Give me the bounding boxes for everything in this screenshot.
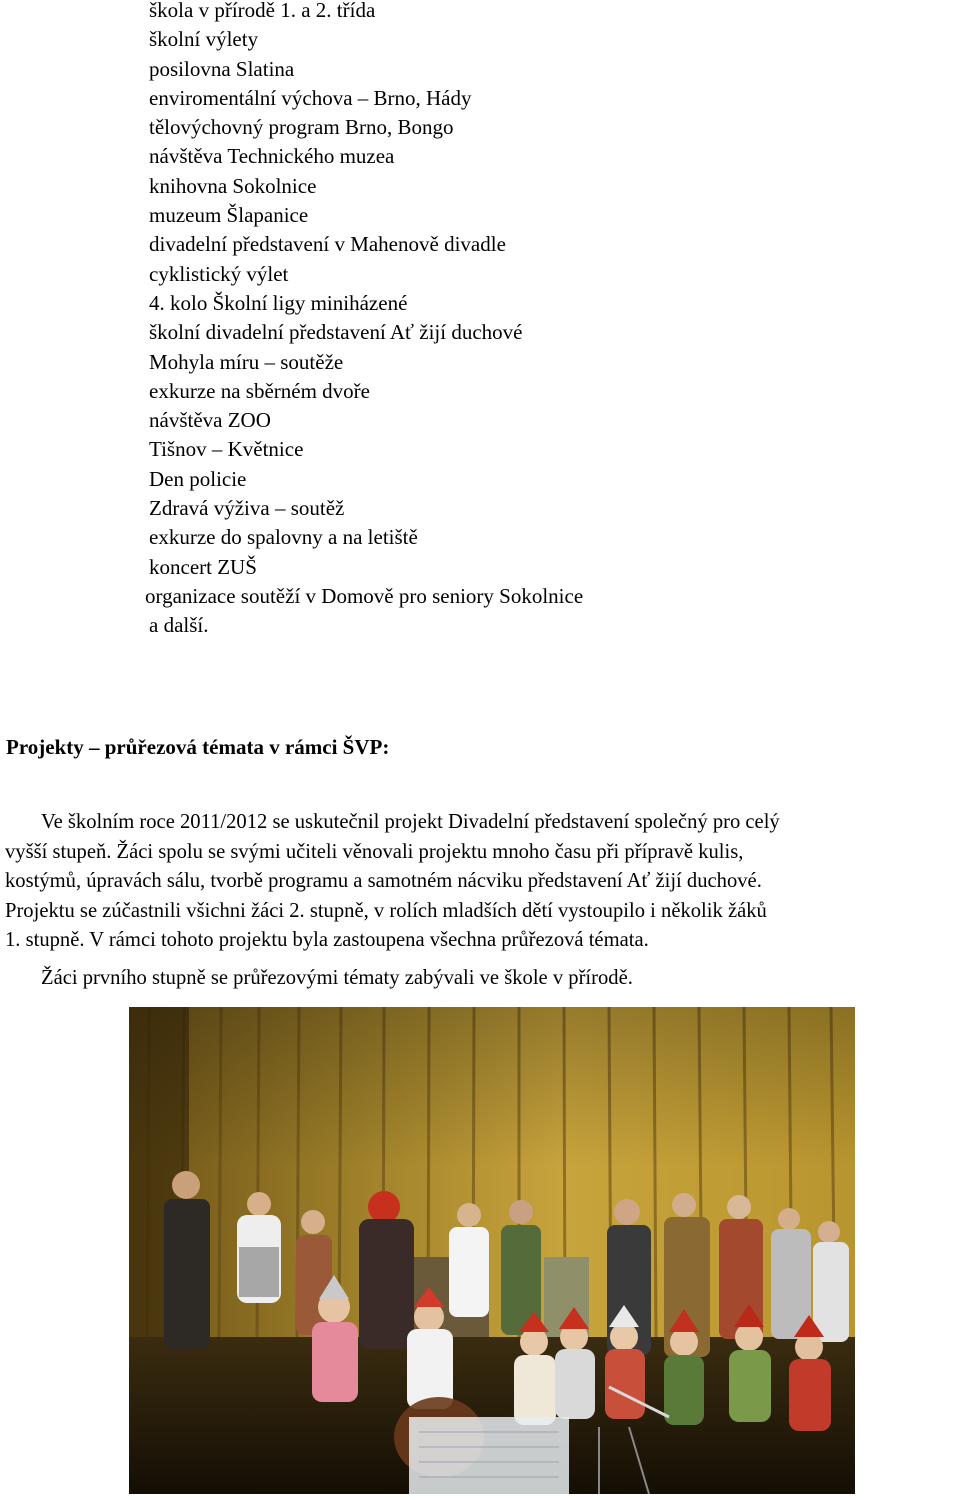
list-item: a další. bbox=[149, 613, 209, 638]
paragraph-line: Ve školním roce 2011/2012 se uskutečnil projekt Divadelní představení společný pro celý bbox=[41, 811, 780, 833]
list-item: organizace soutěží v Domově pro seniory Sokolnice bbox=[145, 583, 584, 608]
list-item: Tišnov – Květnice bbox=[149, 437, 304, 462]
paragraph-line: vyšší stupeň. Žáci spolu se svými učiteli věnovali projektu mnoho času při přípravě kulis, bbox=[5, 840, 744, 863]
list-item: Den policie bbox=[149, 466, 247, 491]
list-item: návštěva Technického muzea bbox=[149, 144, 395, 169]
list-item: návštěva ZOO bbox=[149, 408, 271, 433]
list-item: Mohyla míru – soutěže bbox=[149, 349, 344, 374]
list-item: knihovna Sokolnice bbox=[149, 173, 317, 198]
list-item: posilovna Slatina bbox=[149, 56, 295, 81]
section-heading: Projekty – průřezová témata v rámci ŠVP: bbox=[6, 735, 390, 759]
paragraph-line: kostýmů, úpravách sálu, tvorbě programu a samotném nácviku představení Ať žijí duchové. bbox=[5, 870, 762, 892]
list-item: exkurze do spalovny a na letiště bbox=[149, 525, 418, 550]
paragraph-line: Projektu se zúčastnili všichni žáci 2. stupně, v rolích mladších dětí vystoupilo i několik žáků bbox=[5, 899, 767, 922]
paragraph-second: Žáci prvního stupně se průřezovými tématy zabývali ve škole v přírodě. bbox=[41, 966, 633, 989]
paragraph-line: 1. stupně. V rámci tohoto projektu byla zastoupena všechna průřezová témata. bbox=[5, 929, 649, 951]
list-item: Zdravá výživa – soutěž bbox=[149, 496, 345, 521]
list-item: školní divadelní představení Ať žijí duchové bbox=[149, 320, 523, 345]
list-item: tělovýchovný program Brno, Bongo bbox=[149, 115, 454, 140]
list-item: škola v přírodě 1. a 2. třída bbox=[149, 0, 376, 22]
stage-performance-photo bbox=[129, 1007, 855, 1494]
list-item: školní výlety bbox=[149, 27, 259, 52]
list-item: enviromentální výchova – Brno, Hády bbox=[149, 85, 472, 110]
list-item: 4. kolo Školní ligy miniházené bbox=[149, 290, 408, 315]
list-item: exkurze na sběrném dvoře bbox=[149, 378, 370, 403]
activity-list bbox=[145, 0, 584, 641]
list-item: muzeum Šlapanice bbox=[149, 203, 309, 228]
stage-photo-illustration bbox=[129, 1007, 855, 1494]
list-item: cyklistický výlet bbox=[149, 261, 289, 286]
sheet-music bbox=[409, 1417, 569, 1494]
section-body bbox=[5, 808, 960, 993]
list-item: koncert ZUŠ bbox=[149, 554, 257, 579]
list-item: divadelní představení v Mahenově divadle bbox=[149, 232, 506, 257]
